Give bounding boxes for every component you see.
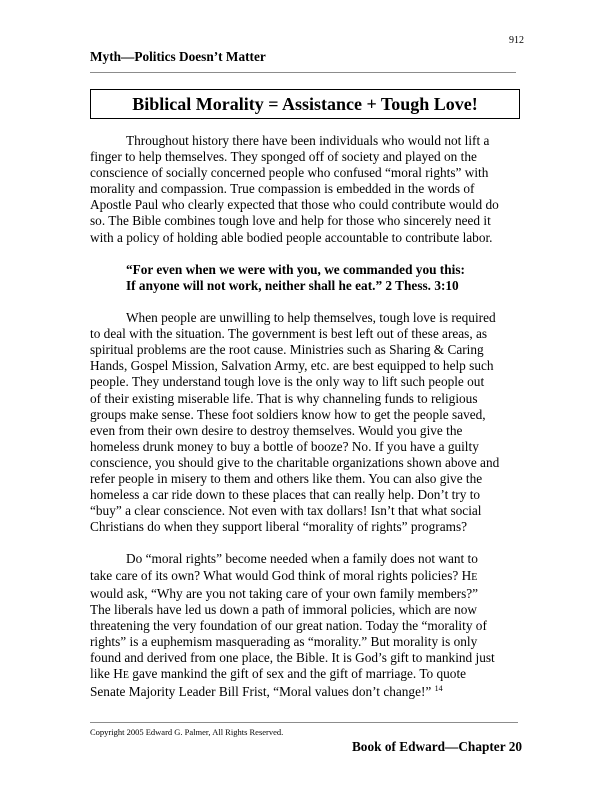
paragraph-spacer <box>90 246 522 262</box>
paragraph-line: people. They understand tough love is the only way to lift such people out <box>90 374 485 390</box>
paragraph-line: spiritual problems are the root cause. Ministries such as Sharing & Caring <box>90 342 484 358</box>
paragraph-line <box>90 568 522 586</box>
quote-line: If anyone will not work, neither shall he eat.” 2 Thess. 3:10 <box>126 277 459 293</box>
paragraph-line: found and derived from one place, the Bible. It is God’s gift to mankind just <box>90 650 495 665</box>
paragraph-spacer <box>90 535 522 551</box>
paragraph-line: Do “moral rights” become needed when a family does not want to <box>126 551 478 567</box>
paragraph-spacer <box>90 294 522 310</box>
paragraph-line: morality and compassion. True compassion is embedded in the words of <box>90 181 475 197</box>
paragraph-line: of their existing miserable life. That is why channeling funds to religious <box>90 390 478 406</box>
paragraph-line: to deal with the situation. The government is best left out of these areas, as <box>90 326 488 342</box>
paragraph-text: like <box>90 666 114 682</box>
scripture-quote <box>90 262 522 294</box>
paragraph-line: When people are unwilling to help themselves, tough love is required <box>126 310 496 326</box>
copyright-notice: Copyright 2005 Edward G. Palmer, All Rights Reserved. <box>90 727 284 737</box>
page-number: 912 <box>509 35 524 46</box>
header-divider <box>90 72 516 73</box>
book-chapter-footer: Book of Edward—Chapter 20 <box>351 739 522 754</box>
paragraph-line: would ask, “Why are you not taking care of your own family members?” <box>90 585 479 601</box>
paragraph-line: The liberals have led us down a path of immoral policies, which are now <box>90 601 477 617</box>
paragraph-line: Throughout history there have been individuals who would not lift a <box>126 133 490 148</box>
paragraph-line: Apostle Paul who clearly expected that those who could contribute would do <box>90 197 499 213</box>
paragraph-line <box>90 666 522 684</box>
paragraph-line: homeless drunk money to buy a bottle of booze? No. If you have a guilty <box>90 438 479 454</box>
paragraph-text: take care of its own? What would God think of moral rights policies? <box>90 567 462 583</box>
small-caps-initial: H <box>113 666 123 682</box>
body-text <box>90 133 522 700</box>
paragraph-line: even from their own desire to destroy themselves. Would you give the <box>90 422 463 438</box>
paragraph-line: with a policy of holding able bodied people accountable to contribute labor. <box>90 229 493 245</box>
footnote-marker: 14 <box>434 684 443 694</box>
paragraph-line: finger to help themselves. They sponged off of society and played on the <box>90 149 477 165</box>
section-title-box <box>90 89 520 119</box>
paragraph-line: threatening the very foundation of our great nation. Today the “morality of <box>90 617 487 633</box>
small-caps-rest: E <box>122 670 129 682</box>
paragraph-line: groups make sense. These foot soldiers know how to get the people saved, <box>90 406 486 422</box>
paragraph-line: “buy” a clear conscience. Not even with tax dollars! Isn’t that what social <box>90 503 482 519</box>
paragraph-text: Senate Majority Leader Bill Frist, “Moral values don’t change!” <box>90 684 435 700</box>
paragraph-line: rights” is a euphemism masquerading as “morality.” But morality is only <box>90 633 478 649</box>
small-caps-he <box>113 666 129 681</box>
running-header: Myth—Politics Doesn’t Matter <box>90 49 266 64</box>
paragraph-line: refer people in misery to them and others like them. You can also give the <box>90 470 483 486</box>
paragraph-line: conscience, you should give to the charitable organizations shown above and <box>90 454 500 470</box>
small-caps-rest: E <box>471 571 478 583</box>
paragraph-3 <box>90 551 522 700</box>
paragraph-line: homeless a car ride down to these places that can really help. Don’t try to <box>90 487 481 503</box>
small-caps-initial: H <box>461 567 472 583</box>
paragraph-line: so. The Bible combines tough love and help for those who sincerely need it <box>90 213 491 229</box>
section-title: Biblical Morality = Assistance + Tough Love! <box>132 93 478 114</box>
paragraph-line <box>90 684 522 700</box>
footer-divider <box>90 722 518 723</box>
paragraph-2 <box>90 310 522 535</box>
small-caps-he <box>462 568 478 583</box>
paragraph-line: Christians do when they support liberal “morality of rights” programs? <box>90 519 468 535</box>
quote-line: “For even when we were with you, we commanded you this: <box>126 261 465 277</box>
paragraph-text: gave mankind the gift of sex and the gift of marriage. To quote <box>128 666 467 682</box>
paragraph-1 <box>90 133 522 246</box>
paragraph-line: Hands, Gospel Mission, Salvation Army, etc. are best equipped to help such <box>90 358 494 374</box>
paragraph-line: conscience of socially concerned people who confused “moral rights” with <box>90 165 489 181</box>
